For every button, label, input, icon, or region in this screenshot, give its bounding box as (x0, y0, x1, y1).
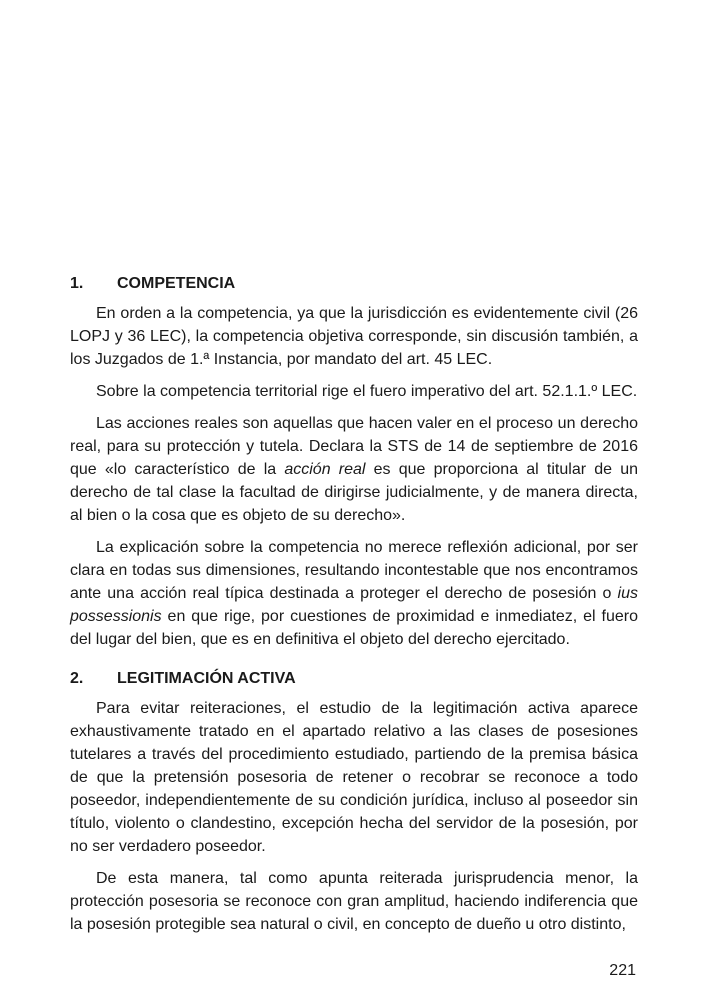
section-title: LEGITIMACIÓN ACTIVA (117, 670, 296, 687)
paragraph (70, 412, 638, 527)
page-body (70, 272, 638, 945)
section-number: 1. (70, 275, 84, 292)
italic-term: ius possessionis (70, 585, 638, 625)
paragraph-text: es que proporciona al titular de un derecho de tal clase la facultad de dirigirse judicialmente, y de manera directa, al bien o la cosa que es objeto de su derecho». (70, 461, 639, 524)
paragraph: En orden a la competencia, ya que la jurisdicción es evidentemente civil (26 LOPJ y 36 LEC), la competencia objetiva corresponde, sin discusión también, a los Juzgados de 1.ª Instancia, por mandato del art. 45 LEC. (70, 305, 638, 368)
italic-term: acción real (284, 461, 366, 478)
section-heading-legitimacion (70, 667, 638, 691)
section-number: 2. (70, 670, 84, 687)
page-number: 221 (609, 962, 636, 979)
paragraph-text: La explicación sobre la competencia no merece reflexión adicional, por ser clara en todas sus dimensiones, resultando incontestable que nos encontramos ante una acción real típica destinada a proteger el derecho de posesión o (70, 539, 638, 602)
paragraph-text: Las acciones reales son aquellas que hacen valer en el proceso un derecho real, para su protección y tutela. Declara la STS de 14 de septiembre de 2016 que «lo característico de la (70, 415, 638, 478)
section-title: COMPETENCIA (117, 275, 236, 292)
paragraph: Sobre la competencia territorial rige el fuero imperativo del art. 52.1.1.º LEC. (96, 383, 638, 400)
section-heading-competencia (70, 272, 638, 296)
paragraph: De esta manera, tal como apunta reiterada jurisprudencia menor, la protección posesoria se reconoce con gran amplitud, haciendo indiferencia que la posesión protegible sea natural o civil, en concepto de dueño u otro distinto, (70, 870, 638, 933)
paragraph: Para evitar reiteraciones, el estudio de la legitimación activa aparece exhaustivamente tratado en el apartado relativo a las clases de posesiones tutelares a través del procedimiento estudiado, partiendo de la premisa básica de que la pretensión posesoria de retener o recobrar se reconoce a todo poseedor, independientemente de su condición jurídica, incluso al poseedor sin título, violento o clandestino, excepción hecha del servidor de la posesión, por no ser verdadero poseedor. (70, 700, 638, 855)
paragraph (70, 536, 638, 651)
paragraph-text: en que rige, por cuestiones de proximidad e inmediatez, el fuero del lugar del bien, que es en definitiva el objeto del derecho ejercitado. (70, 608, 638, 648)
